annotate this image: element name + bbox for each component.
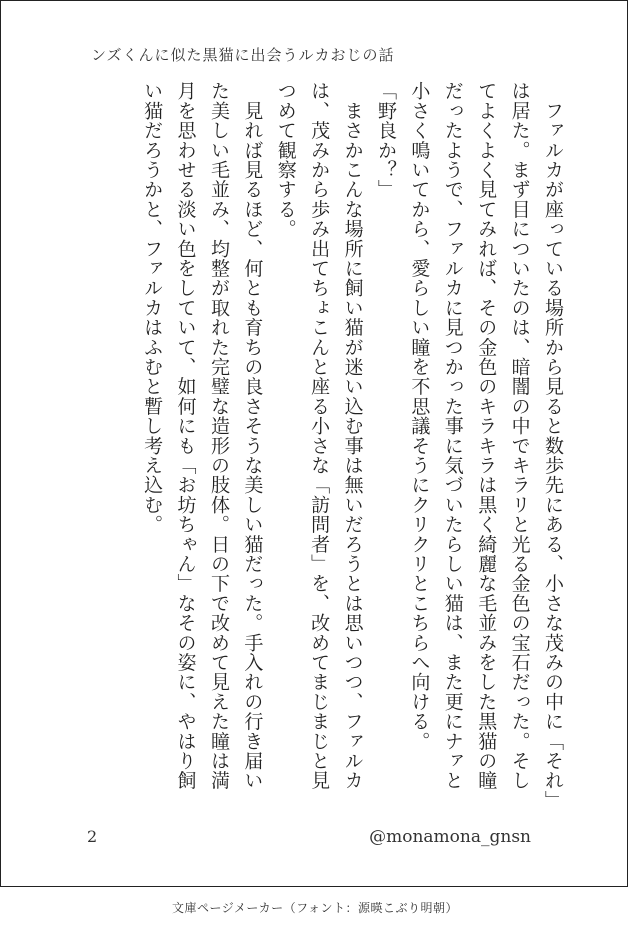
- paragraph-2: 「野良か？」: [374, 81, 397, 200]
- paragraph-3: まさかこんな場所に飼い猫が迷い込む事は無いだろうとは思いつつ、ファルカは、茂みから歩み出てちょこんと座る小さな「訪問者」を、改めてまじまじと見つめて観察する。: [274, 81, 364, 791]
- chapter-title: ンズくんに似た黒猫に出会うルカおじの話: [91, 46, 395, 64]
- author-handle: @monamona_gnsn: [369, 827, 531, 847]
- page-number: 2: [87, 827, 98, 846]
- paragraph-4: 見れば見るほど、何とも育ちの良さそうな美しい猫だった。手入れの行き届いた美しい毛並み、均整が取れた完璧な造形の肢体。日の下で改めて見えた瞳は満月を思わせる淡い色をしていて、如何にも「お坊ちゃん」なその姿に、やはり飼い猫だろうかと、ファルカはふむと暫し考え込む。: [141, 81, 264, 791]
- generator-caption: 文庫ページメーカー（フォント：源暎こぶり明朝）: [171, 901, 459, 915]
- paragraph-1: ファルカが座っている場所から見ると数歩先にある、小さな茂みの中に「それ」は居た。まず目についたのは、暗闇の中でキラリと光る金色の宝石だった。そしてよくよく見てみれば、その金色のキラキラは黒く綺麗な毛並みをした黒猫の瞳だったようで、ファルカに見つかった事に気づいたらしい猫は、また更にナァと小さく鳴いてから、愛らしい瞳を不思議そうにクリクリとこちらへ向ける。: [408, 81, 564, 801]
- vertical-body-text: [79, 81, 569, 801]
